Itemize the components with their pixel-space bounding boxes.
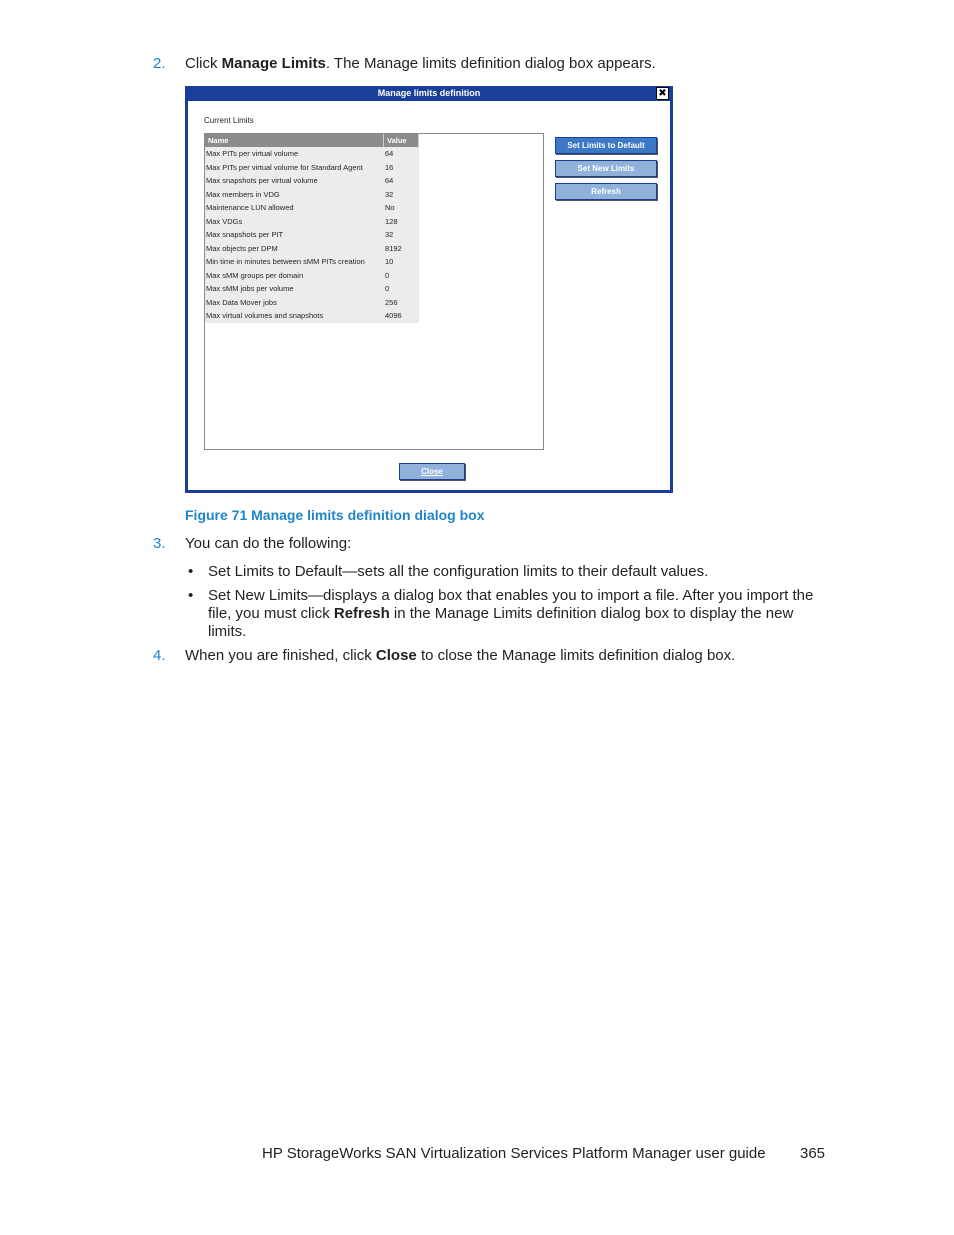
cell-value: 16 <box>384 161 419 175</box>
bullet-set-limits-default: Set Limits to Default—sets all the configuration limits to their default values. <box>208 563 709 580</box>
cell-name: Max sMM jobs per volume <box>205 282 384 296</box>
cell-value: 128 <box>384 215 419 229</box>
step-2-number: 2. <box>153 55 166 72</box>
cell-name: Maintenance LUN allowed <box>205 201 384 215</box>
cell-name: Max virtual volumes and snapshots <box>205 309 384 323</box>
dialog-titlebar <box>188 86 670 101</box>
footer-title: HP StorageWorks SAN Virtualization Services Platform Manager user guide <box>262 1145 766 1162</box>
close-button[interactable]: Close <box>399 463 465 480</box>
table-row[interactable] <box>205 255 543 269</box>
column-header-name[interactable]: Name <box>205 134 384 147</box>
cell-value: 256 <box>384 296 419 310</box>
table-row[interactable] <box>205 188 543 202</box>
set-new-limits-button[interactable]: Set New Limits <box>555 160 657 177</box>
table-header <box>205 134 543 147</box>
table-row[interactable] <box>205 174 543 188</box>
cell-name: Max PITs per virtual volume <box>205 147 384 161</box>
step-2-text: Click Manage Limits. The Manage limits definition dialog box appears. <box>185 55 656 72</box>
bullet-set-new-limits: Set New Limits—displays a dialog box that enables you to import a file. After you import the file, you must click Refresh in the Manage Limits definition dialog box to display the new limits. <box>208 587 814 640</box>
current-limits-label: Current Limits <box>204 116 254 125</box>
cell-name: Max Data Mover jobs <box>205 296 384 310</box>
cell-name: Max snapshots per virtual volume <box>205 174 384 188</box>
cell-value: 8192 <box>384 242 419 256</box>
cell-value: 4096 <box>384 309 419 323</box>
table-row[interactable] <box>205 242 543 256</box>
bullet-marker: • <box>188 563 194 580</box>
column-header-value[interactable]: Value <box>384 134 419 147</box>
table-row[interactable] <box>205 269 543 283</box>
close-icon[interactable]: ✖ <box>656 87 669 100</box>
cell-name: Max members in VDG <box>205 188 384 202</box>
refresh-button[interactable]: Refresh <box>555 183 657 200</box>
cell-name: Max snapshots per PIT <box>205 228 384 242</box>
limits-table <box>204 133 544 450</box>
dialog-body <box>188 101 670 490</box>
step-3-text: You can do the following: <box>185 535 352 552</box>
set-limits-to-default-button[interactable]: Set Limits to Default <box>555 137 657 154</box>
manage-limits-dialog <box>185 86 673 493</box>
table-row[interactable] <box>205 228 543 242</box>
table-row[interactable] <box>205 201 543 215</box>
cell-value: 0 <box>384 282 419 296</box>
table-row[interactable] <box>205 296 543 310</box>
cell-name: Min time in minutes between sMM PITs creation <box>205 255 384 269</box>
step-3-number: 3. <box>153 535 166 552</box>
cell-name: Max objects per DPM <box>205 242 384 256</box>
cell-value: 32 <box>384 228 419 242</box>
cell-value: No <box>384 201 419 215</box>
figure-caption: Figure 71 Manage limits definition dialog box <box>185 507 485 523</box>
table-row[interactable] <box>205 309 543 323</box>
cell-name: Max PITs per virtual volume for Standard Agent <box>205 161 384 175</box>
cell-value: 10 <box>384 255 419 269</box>
page-number: 365 <box>800 1145 826 1162</box>
cell-name: Max VDGs <box>205 215 384 229</box>
cell-value: 64 <box>384 147 419 161</box>
table-row[interactable] <box>205 282 543 296</box>
cell-value: 32 <box>384 188 419 202</box>
cell-value: 64 <box>384 174 419 188</box>
cell-value: 0 <box>384 269 419 283</box>
dialog-title: Manage limits definition <box>377 88 481 98</box>
cell-name: Max sMM groups per domain <box>205 269 384 283</box>
step-4-text: When you are finished, click Close to close the Manage limits definition dialog box. <box>185 647 736 664</box>
table-row[interactable] <box>205 161 543 175</box>
bullet-marker: • <box>188 587 194 604</box>
table-row[interactable] <box>205 147 543 161</box>
table-row[interactable] <box>205 215 543 229</box>
step-4-number: 4. <box>153 647 166 664</box>
